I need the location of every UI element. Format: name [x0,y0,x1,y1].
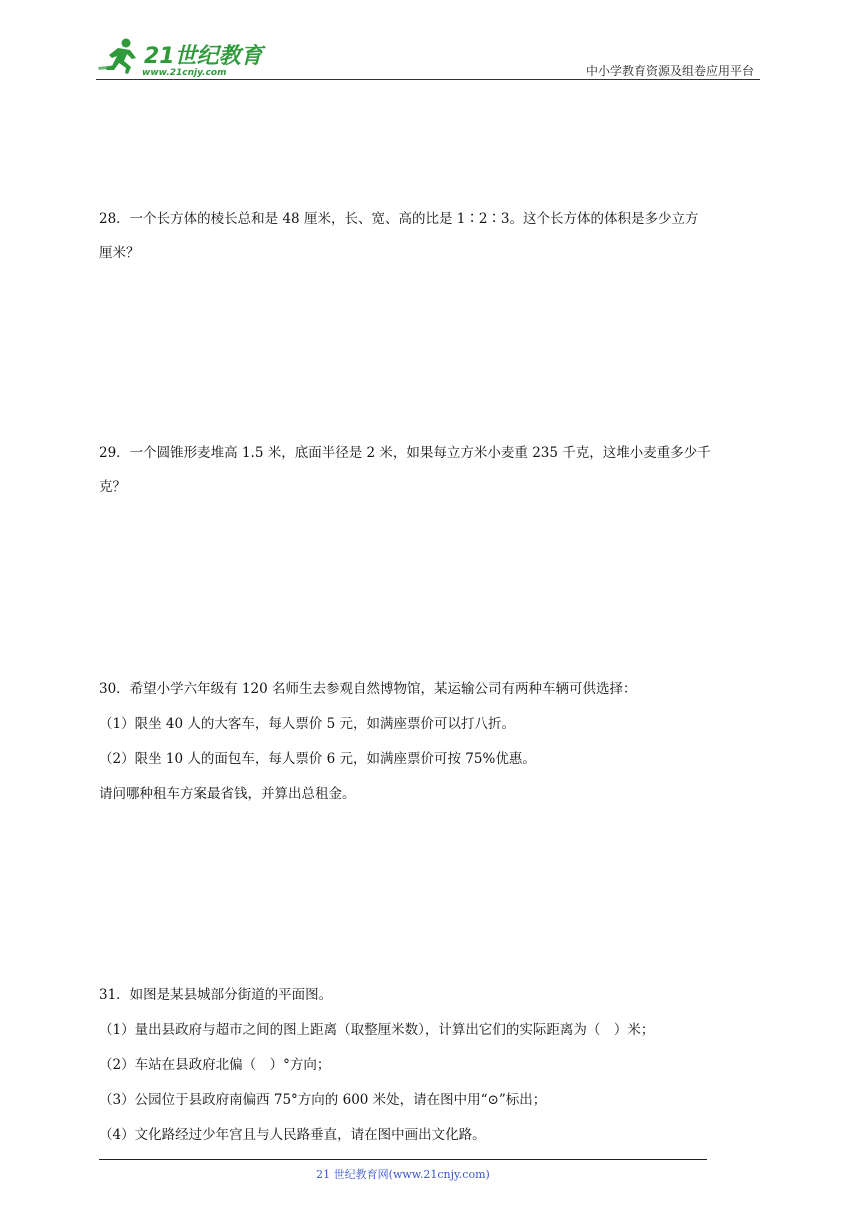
question-30-line-3: （2）限坐 10 人的面包车，每人票价 6 元，如满座票价可按 75%优惠。 [99,751,536,767]
question-31-line-2: （1）量出县政府与超市之间的图上距离（取整厘米数），计算出它们的实际距离为（ ）米； [99,1022,655,1038]
question-31-line-3: （2）车站在县政府北偏（ ）°方向； [99,1057,331,1073]
footer-divider [99,1159,707,1160]
question-28-line-1: 28．一个长方体的棱长总和是 48 厘米，长、宽、高的比是 1∶2∶3。这个长方体的体积是多少立方 [99,211,699,227]
question-28-line-2: 厘米？ [99,245,140,261]
question-31-line-5: （4）文化路经过少年宫且与人民路垂直，请在图中画出文化路。 [99,1127,486,1143]
footer-text: 21 世纪教育网(www.21cnjy.com) [316,1168,490,1181]
platform-name: 中小学教育资源及组卷应用平台 [585,64,754,78]
question-30 [99,672,763,812]
logo-url: www.21cnjy.com [142,68,227,78]
header-divider [96,79,760,80]
logo-title: 21世纪教育 [144,44,263,69]
question-30-line-2: （1）限坐 40 人的大客车，每人票价 5 元，如满座票价可以打八折。 [99,716,516,732]
question-29-line-1: 29．一个圆锥形麦堆高 1.5 米，底面半径是 2 米，如果每立方米小麦重 235 千克，这堆小麦重多少千 [99,445,711,461]
question-30-line-4: 请问哪种租车方案最省钱，并算出总租金。 [99,786,356,802]
question-30-line-1: 30．希望小学六年级有 120 名师生去参观自然博物馆，某运输公司有两种车辆可供选择： [99,681,637,697]
question-29-line-2: 克？ [99,479,126,495]
logo [96,34,266,82]
question-29 [99,436,763,504]
question-31-line-1: 31．如图是某县城部分街道的平面图。 [99,987,333,1003]
question-31-line-4: （3）公园位于县政府南偏西 75°方向的 600 米处，请在图中用“⊙”标出； [99,1092,547,1108]
question-28 [99,202,763,270]
logo-graphic [96,34,266,82]
question-31 [99,978,763,1153]
runner-icon [98,39,136,75]
